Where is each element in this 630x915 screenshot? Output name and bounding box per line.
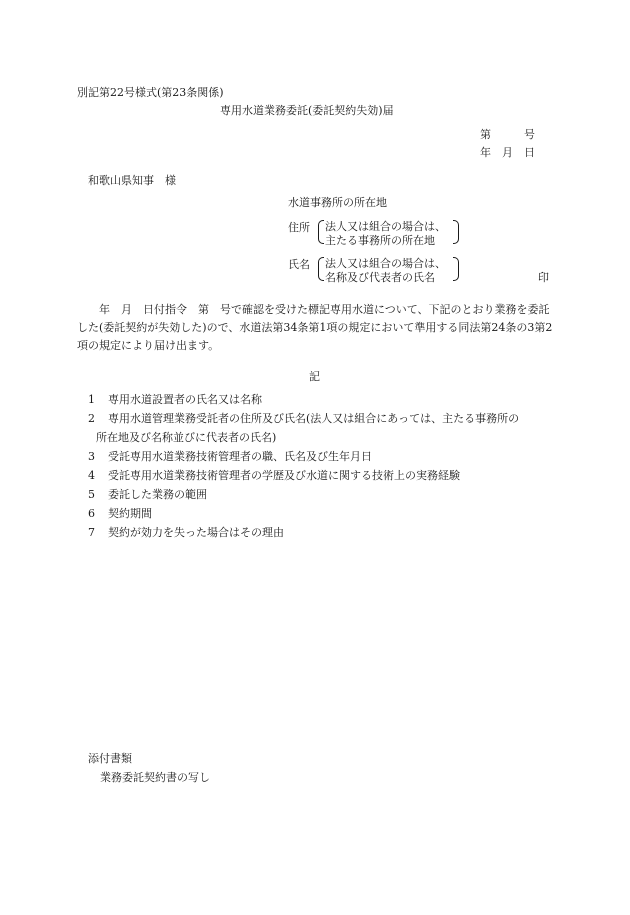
- list-item: [88, 469, 460, 483]
- item-number: 5: [88, 488, 95, 501]
- name-label: 氏名: [288, 258, 310, 271]
- item-text: 受託専用水道業務技術管理者の学歴及び水道に関する技術上の実務経験: [108, 469, 460, 482]
- item-number: 3: [88, 450, 95, 463]
- list-item: [88, 393, 262, 407]
- name-note-line-2: 名称及び代表者の氏名: [325, 271, 435, 284]
- addressee: 和歌山県知事 様: [88, 174, 176, 187]
- list-item: [88, 488, 207, 502]
- item-number: 7: [88, 526, 95, 539]
- name-note-line-1: 法人又は組合の場合は、: [325, 257, 446, 270]
- address-note-line-1: 法人又は組合の場合は、: [325, 220, 446, 233]
- address-label: 住所: [288, 221, 310, 234]
- name-note-bracket-right: [453, 257, 459, 281]
- note-heading: 記: [309, 370, 320, 383]
- list-item-continuation: 所在地及び名称並びに代表者の氏名): [96, 431, 277, 444]
- document-number-line: 第 号: [480, 128, 535, 141]
- item-number: 2: [88, 412, 95, 425]
- item-text: 受託専用水道業務技術管理者の職、氏名及び生年月日: [108, 450, 372, 463]
- list-item: [88, 412, 519, 426]
- list-item: [88, 507, 152, 521]
- office-location-label: 水道事務所の所在地: [288, 196, 387, 209]
- document-date-line: 年 月 日: [480, 146, 535, 159]
- form-reference: 別記第22号様式(第23条関係): [77, 86, 224, 99]
- item-text: 専用水道設置者の氏名又は名称: [108, 393, 262, 406]
- address-note-bracket-left: [318, 220, 324, 244]
- document-title: 専用水道業務委託(委託契約失効)届: [220, 104, 394, 117]
- seal-mark: 印: [538, 271, 549, 284]
- body-paragraph: 年 月 日付指令 第 号で確認を受けた標記専用水道について、下記のとおり業務を委託した(委託契約が失効した)ので、水道法第34条第1項の規定において準用する同法第24条の3第2項の規定により届け出ます。: [77, 303, 553, 352]
- item-text: 専用水道管理業務受託者の住所及び氏名(法人又は組合にあっては、主たる事務所の: [108, 412, 520, 425]
- address-note-bracket-right: [453, 220, 459, 244]
- item-text: 契約期間: [108, 507, 152, 520]
- item-text: 契約が効力を失った場合はその理由: [108, 526, 284, 539]
- attachments-heading: 添付書類: [88, 752, 132, 765]
- item-number: 6: [88, 507, 95, 520]
- attachment-item: 業務委託契約書の写し: [100, 771, 210, 784]
- item-text: 委託した業務の範囲: [108, 488, 207, 501]
- item-number: 4: [88, 469, 95, 482]
- list-item: [88, 526, 284, 540]
- name-note-bracket-left: [318, 257, 324, 281]
- item-number: 1: [88, 393, 95, 406]
- list-item: [88, 450, 372, 464]
- address-note-line-2: 主たる事務所の所在地: [325, 234, 435, 247]
